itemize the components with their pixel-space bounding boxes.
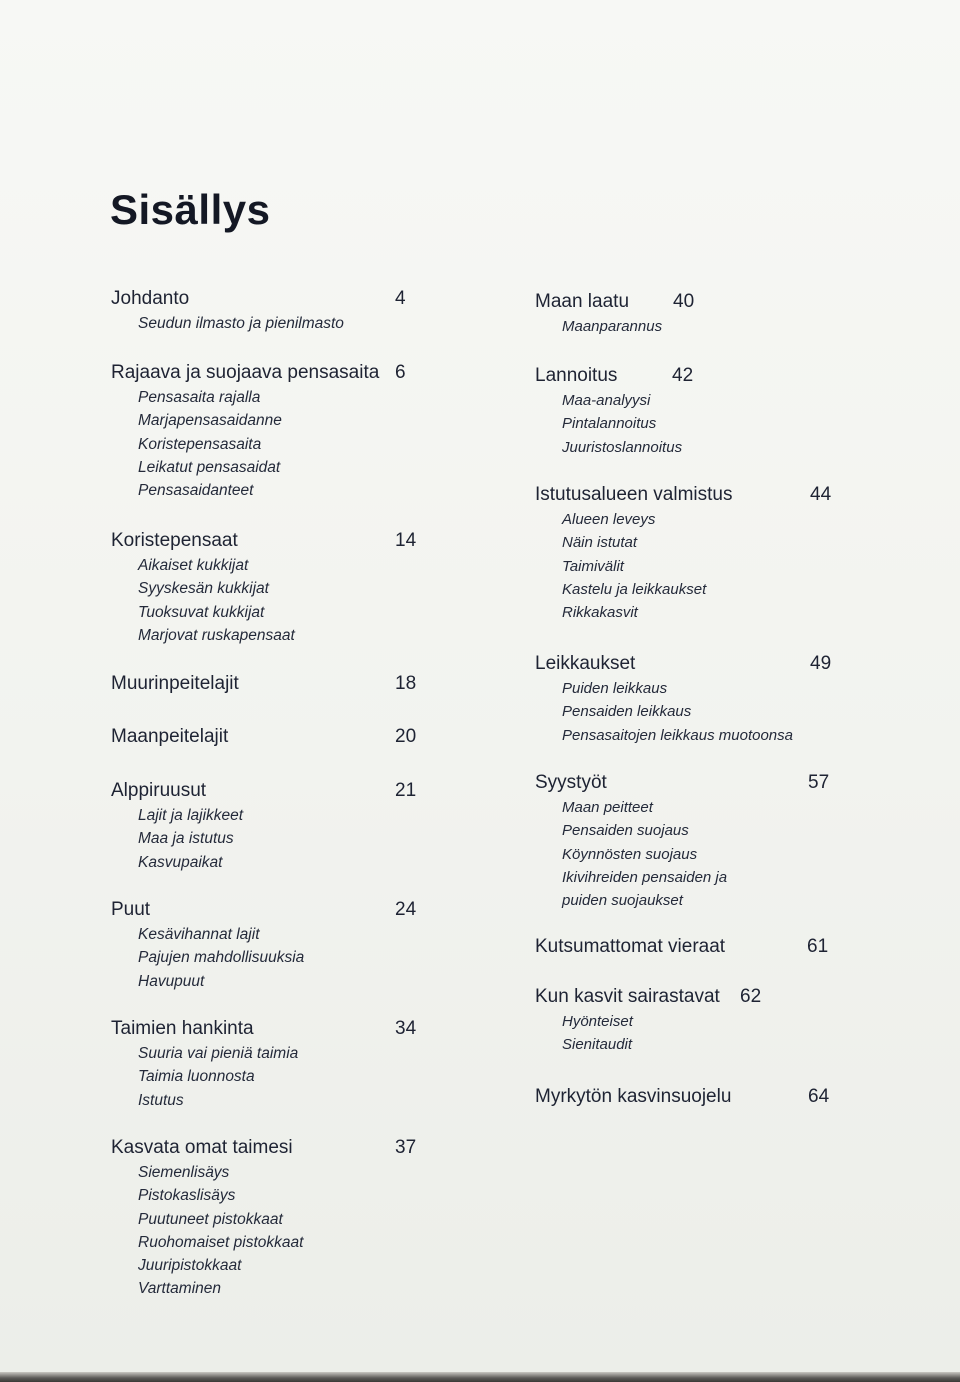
toc-subtopic-list <box>111 804 243 874</box>
toc-heading-row <box>535 984 762 1010</box>
toc-entry <box>111 778 417 874</box>
toc-heading-row <box>535 363 694 389</box>
toc-heading: Kutsumattomat vieraat <box>535 936 726 957</box>
toc-heading-row <box>535 770 830 796</box>
toc-subtopic: Suuria vai pieniä taimia <box>138 1045 299 1062</box>
toc-page-number: 64 <box>808 1086 830 1107</box>
toc-subtopic: Rikkakasvit <box>562 604 638 622</box>
toc-heading: Lannoitus <box>535 365 618 386</box>
toc-subtopic-list <box>111 386 282 502</box>
toc-heading: Leikkaukset <box>535 653 636 674</box>
toc-subtopic: Koristepensasaita <box>138 435 262 453</box>
toc-subtopic: Ruohomaiset pistokkaat <box>138 1233 304 1251</box>
toc-entry <box>535 770 830 912</box>
toc-heading: Koristepensaat <box>111 530 238 551</box>
toc-entry <box>535 289 695 338</box>
toc-heading: Rajaava ja suojaava pensasaita <box>111 362 380 383</box>
toc-page-number: 61 <box>807 936 829 957</box>
toc-subtopic: Puutuneet pistokkaat <box>138 1210 283 1228</box>
toc-subtopic-list <box>535 389 682 459</box>
toc-subtopic-list <box>111 1042 298 1112</box>
toc-subtopic: Pensasaitojen leikkaus muotoonsa <box>562 726 793 744</box>
toc-subtopic-list <box>535 1010 633 1057</box>
toc-heading-row <box>535 651 832 677</box>
toc-subtopic: Pensaiden leikkaus <box>562 703 692 721</box>
toc-subtopic-list <box>111 554 295 647</box>
toc-page-number: 34 <box>395 1018 417 1039</box>
page-title: Sisällys <box>110 186 271 233</box>
toc-subtopic: Tuoksuvat kukkijat <box>138 603 265 621</box>
toc-heading: Myrkytön kasvinsuojelu <box>535 1086 732 1107</box>
toc-subtopic: Puiden leikkaus <box>562 680 668 697</box>
toc-heading: Johdanto <box>111 288 190 309</box>
toc-subtopic: Köynnösten suojaus <box>562 845 698 863</box>
toc-heading-row <box>111 286 406 312</box>
toc-page-number: 24 <box>395 899 417 920</box>
toc-page-number: 20 <box>395 726 417 747</box>
toc-heading: Muurinpeitelajit <box>111 673 239 694</box>
toc-heading: Puut <box>111 899 151 920</box>
toc-heading: Alppiruusut <box>111 780 207 801</box>
toc-page-number: 37 <box>395 1137 417 1158</box>
toc-subtopic-list <box>535 315 662 338</box>
toc-subtopic: Sienitaudit <box>562 1036 633 1054</box>
toc-heading-row <box>535 289 695 315</box>
toc-subtopic-list <box>535 508 706 624</box>
toc-subtopic: Marjapensasaidanne <box>138 412 282 430</box>
toc-entry <box>111 897 417 993</box>
toc-subtopic: Näin istutat <box>562 534 638 552</box>
toc-page-number: 57 <box>808 772 830 793</box>
toc-heading-row <box>111 897 417 923</box>
toc-subtopic: Pensasaita rajalla <box>138 389 261 406</box>
toc-subtopic: Pensasaidanteet <box>138 482 254 500</box>
toc-page-number: 18 <box>395 673 417 694</box>
toc-page-number: 14 <box>395 530 417 551</box>
toc-subtopic: Aikaiset kukkijat <box>138 557 249 574</box>
toc-subtopic: puiden suojaukset <box>562 892 683 910</box>
toc-heading-row <box>111 1135 417 1161</box>
toc-subtopic-list <box>535 677 793 747</box>
toc-subtopic: Maa ja istutus <box>138 830 234 848</box>
toc-heading-row <box>111 1016 417 1042</box>
toc-subtopic: Juuristoslannoitus <box>562 438 683 456</box>
toc-subtopic: Alueen leveys <box>562 511 656 528</box>
toc-heading: Maanpeitelajit <box>111 726 229 747</box>
toc-subtopic: Juuripistokkaat <box>138 1257 242 1275</box>
toc-heading-row <box>111 528 417 554</box>
toc-subtopic-list <box>111 312 344 335</box>
toc-entry <box>535 482 832 624</box>
toc-page-number: 4 <box>395 288 406 309</box>
toc-subtopic-list <box>111 923 304 993</box>
toc-entry <box>111 1016 417 1112</box>
toc-heading: Kasvata omat taimesi <box>111 1137 293 1158</box>
toc-subtopic: Maanparannus <box>562 318 663 335</box>
toc-entry <box>111 286 406 335</box>
toc-subtopic: Seudun ilmasto ja pienilmasto <box>138 315 344 332</box>
toc-heading: Kun kasvit sairastavat <box>535 986 720 1007</box>
toc-page-number: 49 <box>810 653 832 674</box>
toc-entry <box>111 1135 417 1301</box>
toc-subtopic: Istutus <box>138 1091 184 1109</box>
toc-subtopic: Pensaiden suojaus <box>562 822 689 840</box>
toc-entry <box>111 360 406 502</box>
toc-subtopic: Ikivihreiden pensaiden ja <box>562 868 728 886</box>
toc-heading-row <box>111 778 417 804</box>
toc-subtopic: Havupuut <box>138 972 205 990</box>
toc-heading-row <box>111 360 406 386</box>
page-bottom-edge <box>0 1372 960 1382</box>
toc-subtopic: Leikatut pensasaidat <box>138 458 281 476</box>
toc-subtopic: Hyönteiset <box>562 1013 633 1030</box>
toc-page-number: 44 <box>810 484 832 505</box>
toc-heading: Maan laatu <box>535 291 630 312</box>
toc-subtopic: Kasvupaikat <box>138 853 223 871</box>
toc-subtopic: Pajujen mahdollisuuksia <box>138 949 305 967</box>
toc-subtopic: Kastelu ja leikkaukset <box>562 580 707 598</box>
toc-subtopic-list <box>535 796 727 912</box>
toc-subtopic: Pintalannoitus <box>562 415 657 433</box>
toc-subtopic-list <box>111 1161 303 1301</box>
toc-entry <box>111 528 417 647</box>
toc-subtopic: Lajit ja lajikkeet <box>138 807 244 824</box>
toc-entry <box>535 363 694 459</box>
toc-page-number: 62 <box>740 986 762 1007</box>
toc-page-number: 21 <box>395 780 417 801</box>
toc-page-number: 42 <box>672 365 694 386</box>
toc-heading: Istutusalueen valmistus <box>535 484 733 505</box>
toc-subtopic: Maan peitteet <box>562 799 653 816</box>
toc-heading: Taimien hankinta <box>111 1018 254 1039</box>
toc-heading-row <box>535 482 832 508</box>
toc-page-number: 40 <box>673 291 695 312</box>
toc-subtopic: Taimivälit <box>562 557 624 575</box>
toc-subtopic: Marjovat ruskapensaat <box>138 626 295 644</box>
toc-entry <box>535 984 762 1057</box>
toc-subtopic: Maa-analyysi <box>562 392 651 409</box>
toc-entry <box>535 651 832 747</box>
toc-subtopic: Siemenlisäys <box>138 1164 230 1181</box>
toc-subtopic: Taimia luonnosta <box>138 1068 255 1086</box>
toc-page-number: 6 <box>395 362 406 383</box>
toc-subtopic: Varttaminen <box>138 1280 221 1298</box>
toc-heading: Syystyöt <box>535 772 607 793</box>
toc-subtopic: Pistokaslisäys <box>138 1187 236 1205</box>
toc-subtopic: Kesävihannat lajit <box>138 926 260 943</box>
toc-subtopic: Syyskesän kukkijat <box>138 580 269 598</box>
